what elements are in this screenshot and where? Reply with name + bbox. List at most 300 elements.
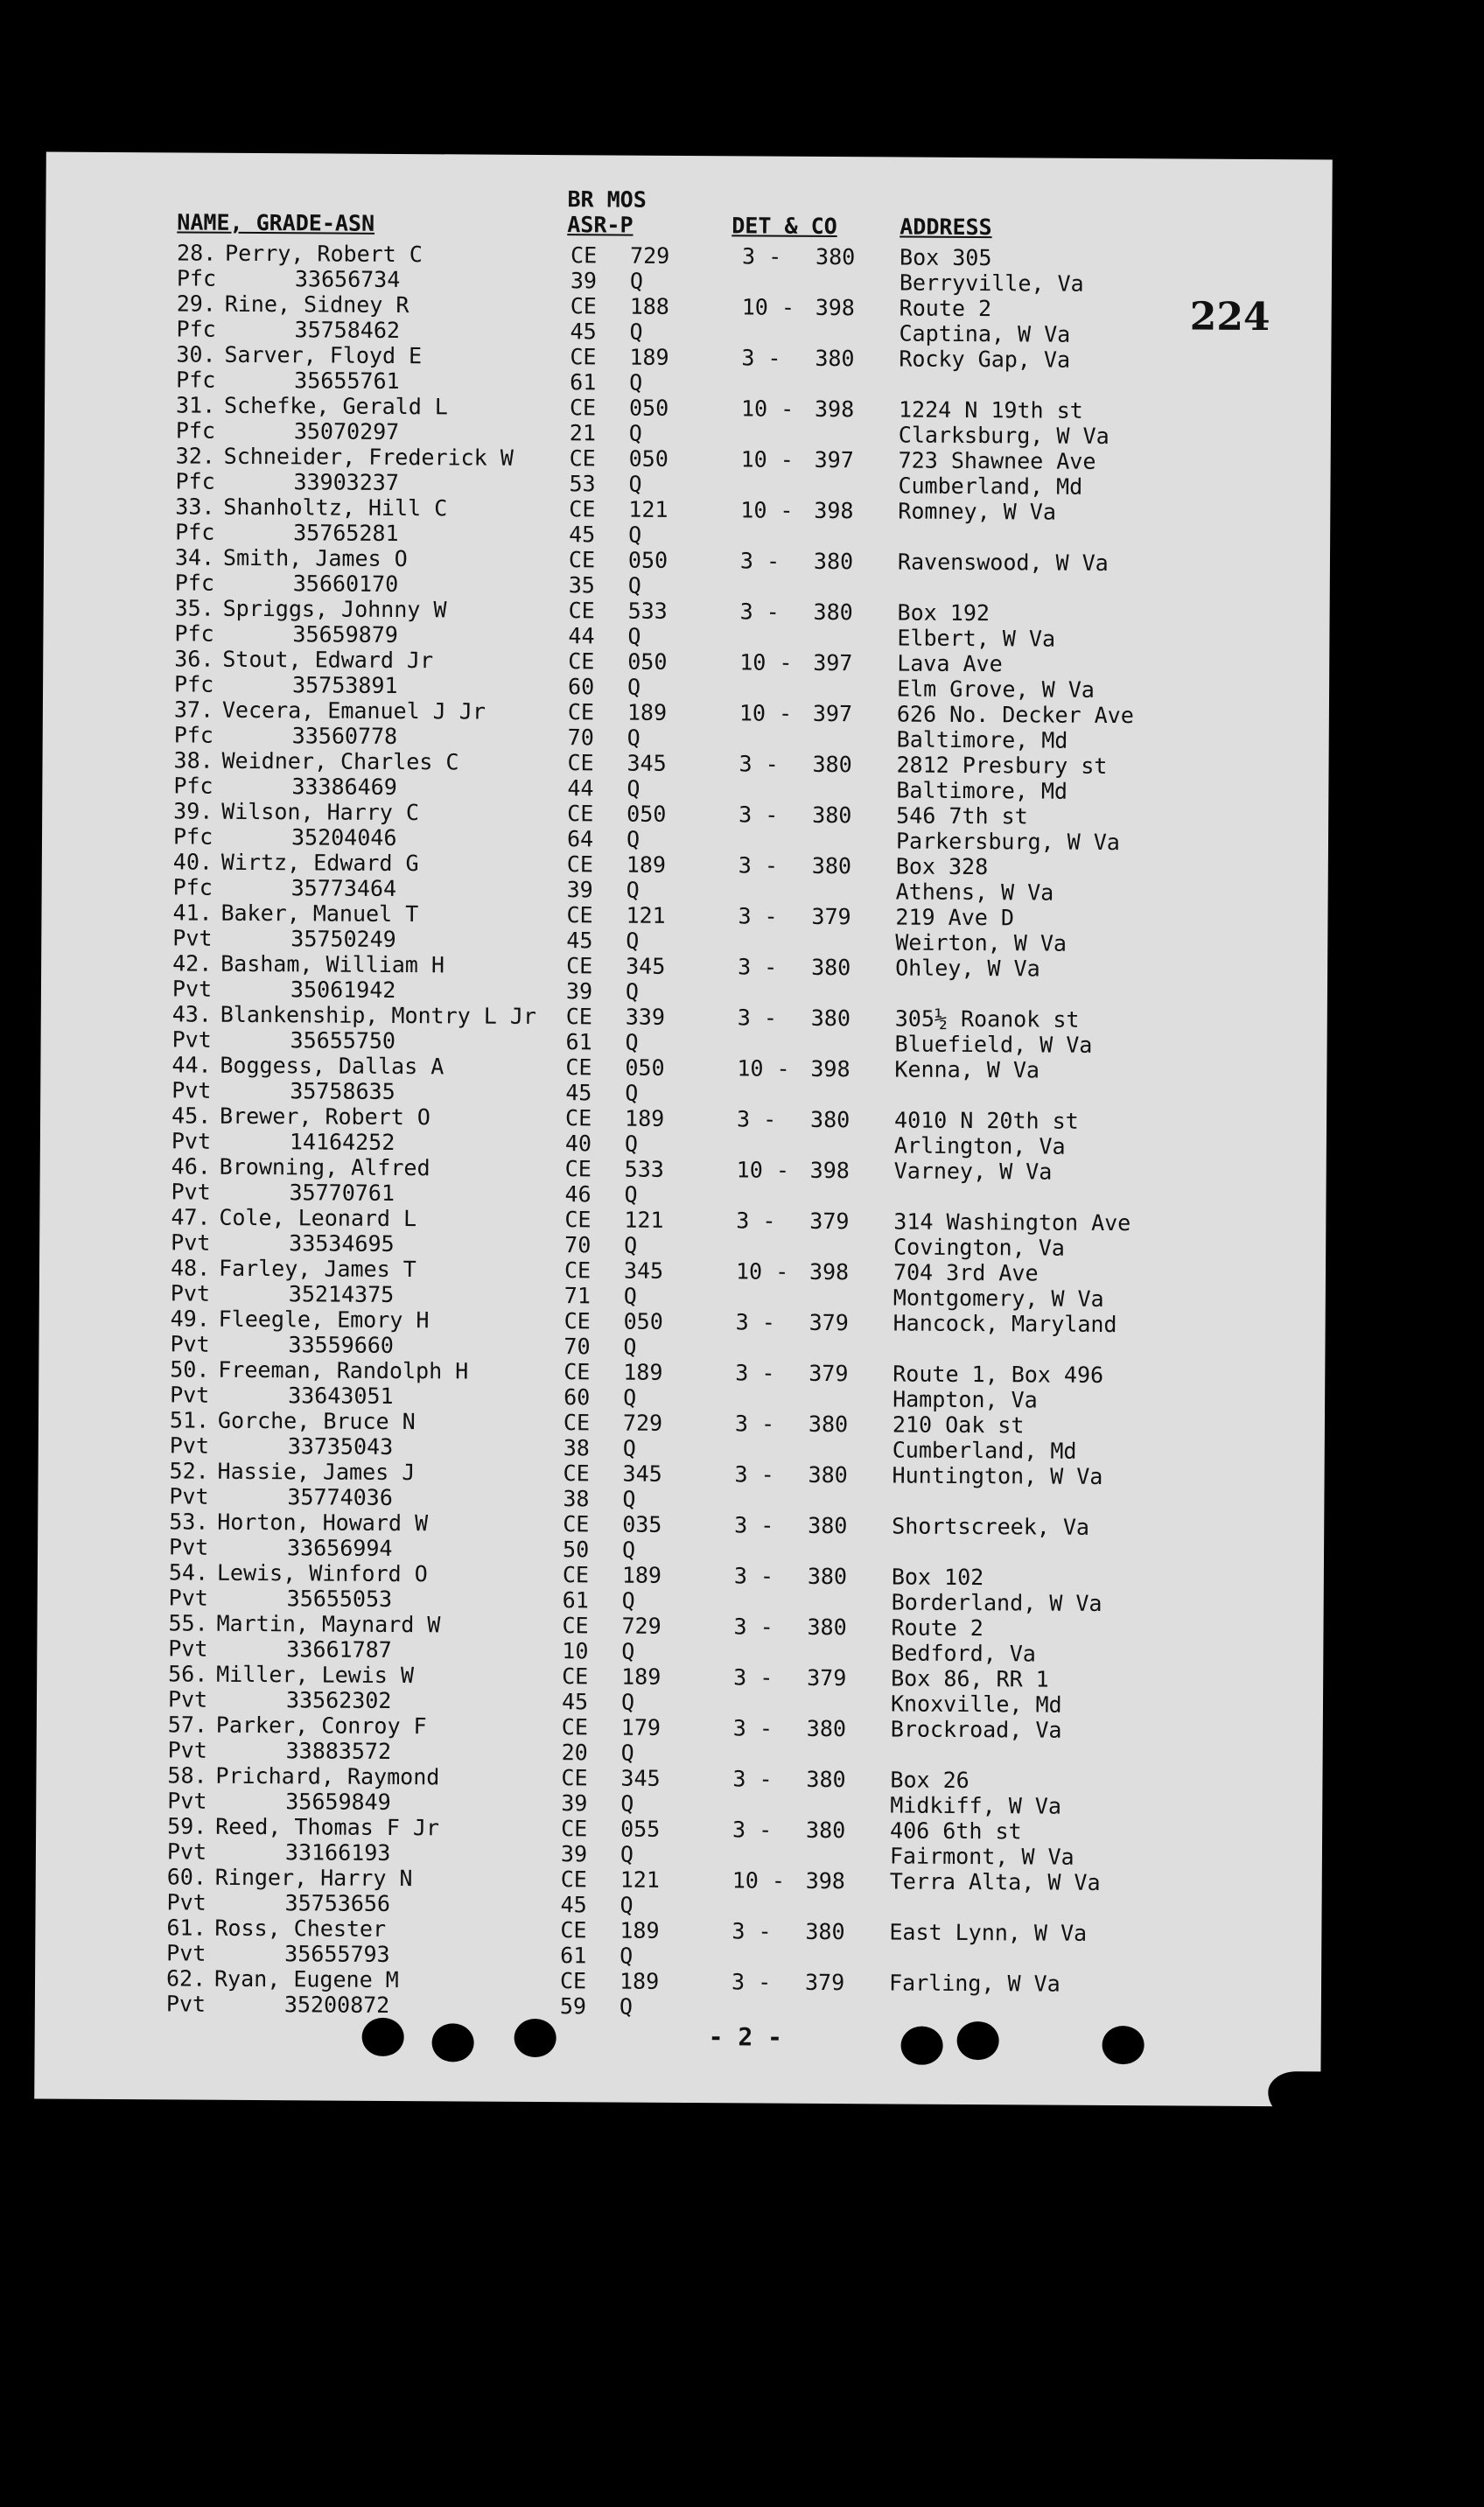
entry-company: 380 (808, 1461, 848, 1488)
entry-grade: Pvt (172, 976, 213, 1002)
entry-address-line1: Route 2 (899, 295, 992, 322)
entry-asn: 35655793 (284, 1941, 390, 1967)
entry-grade: Pvt (169, 1432, 210, 1459)
entry-grade: Pvt (171, 1179, 211, 1205)
entry-asr: 70 (564, 1232, 592, 1258)
entry-address-line1: Route 2 (891, 1614, 984, 1642)
entry-name: Perry, Robert C (225, 240, 423, 268)
entry-asr: 60 (567, 674, 595, 700)
entry-det: 3 - (732, 1817, 773, 1843)
entry-mos: 050 (628, 445, 668, 472)
entry-branch: CE (566, 902, 593, 928)
entry-mos: 035 (622, 1511, 662, 1537)
entry-grade: Pfc (172, 874, 213, 900)
entry-company: 379 (809, 1208, 850, 1235)
entry-address-line1: Lava Ave (897, 650, 1003, 677)
entry-company: 380 (811, 954, 851, 981)
entry-number-name: 59. (167, 1813, 207, 1839)
entry-det: 3 - (738, 852, 779, 879)
entry-mos: 189 (621, 1663, 662, 1690)
entry-company: 380 (806, 1817, 846, 1844)
entry-mos: 189 (626, 851, 667, 878)
roster-sheet (34, 152, 1333, 2107)
entry-asr: 45 (565, 1080, 592, 1106)
entry-p: Q (621, 1537, 636, 1563)
entry-company: 398 (814, 497, 854, 524)
punch-hole (1102, 2026, 1144, 2064)
entry-address-line1: 704 3rd Ave (892, 1259, 1039, 1286)
entry-det: 3 - (736, 1106, 777, 1132)
entry-company: 380 (808, 1411, 849, 1438)
entry-branch: CE (562, 1613, 589, 1639)
entry-det: 3 - (737, 1005, 778, 1031)
entry-asn: 33883572 (285, 1738, 392, 1764)
entry-name: Weidner, Charles C (221, 747, 459, 775)
entry-name: Stout, Edward Jr (222, 646, 434, 674)
entry-p: Q (620, 1841, 634, 1867)
entry-asn: 35758462 (294, 317, 401, 344)
entry-address-line2: Weirton, W Va (895, 929, 1068, 956)
entry-asn: 33166193 (284, 1839, 391, 1866)
entry-address-line1: Terra Alta, W Va (889, 1868, 1101, 1895)
entry-det: 3 - (738, 751, 779, 777)
entry-asr: 70 (567, 725, 594, 751)
entry-grade: Pfc (174, 570, 215, 596)
punch-hole (431, 2023, 473, 2062)
entry-mos: 189 (621, 1562, 662, 1588)
entry-grade: Pvt (168, 1635, 208, 1662)
entry-address-line1: Box 192 (897, 599, 990, 627)
entry-asr: 50 (562, 1537, 590, 1563)
entry-p: Q (620, 1740, 634, 1766)
entry-mos: 189 (620, 1917, 660, 1943)
entry-asn: 35753656 (284, 1890, 391, 1916)
entry-grade: Pfc (173, 722, 214, 748)
torn-corner (1268, 2071, 1338, 2124)
entry-company: 380 (812, 802, 852, 829)
entry-asr: 39 (570, 268, 598, 294)
entry-asn: 33560778 (291, 723, 398, 749)
entry-name: Ringer, Harry N (214, 1864, 413, 1892)
entry-grade: Pvt (168, 1585, 208, 1611)
entry-p: Q (621, 1587, 635, 1614)
entry-det: 3 - (738, 802, 779, 828)
entry-asr: 45 (570, 319, 597, 345)
entry-company: 380 (813, 548, 854, 575)
entry-p: Q (626, 877, 640, 903)
entry-number-name: 53. (169, 1509, 209, 1535)
punch-hole (514, 2019, 556, 2057)
entry-name: Boggess, Dallas A (220, 1052, 444, 1080)
entry-address-line1: Rocky Gap, Va (899, 346, 1071, 373)
entry-grade: Pvt (167, 1788, 207, 1814)
entry-grade: Pfc (176, 367, 216, 393)
punch-hole (900, 2027, 942, 2065)
entry-company: 380 (811, 852, 852, 879)
entry-asr: 38 (563, 1486, 590, 1512)
entry-mos: 121 (624, 1207, 664, 1233)
entry-address-line1: Kenna, W Va (894, 1056, 1040, 1083)
page-footer: - 2 - (708, 2022, 783, 2052)
entry-asn: 33656994 (286, 1535, 393, 1561)
entry-branch: CE (569, 496, 596, 522)
entry-branch: CE (570, 242, 598, 269)
header-asr-p: ASR-P (567, 212, 634, 238)
entry-asr: 21 (569, 420, 597, 446)
entry-asr: 40 (564, 1131, 592, 1157)
entry-number-name: 47. (171, 1204, 211, 1230)
header-det-co: DET & CO (732, 213, 837, 240)
entry-number-name: 42. (172, 950, 213, 977)
entry-number-name: 50. (170, 1356, 210, 1383)
entry-mos: 345 (626, 750, 667, 776)
entry-p: Q (620, 1790, 634, 1817)
entry-mos: 050 (626, 801, 667, 827)
entry-branch: CE (570, 293, 597, 319)
entry-asn: 35061942 (290, 977, 396, 1003)
entry-address-line2: Bedford, Va (891, 1640, 1037, 1667)
entry-branch: CE (568, 598, 595, 624)
entry-mos: 345 (622, 1460, 662, 1487)
entry-asn: 35659849 (285, 1789, 391, 1815)
entry-branch: CE (566, 953, 593, 979)
entry-company: 379 (811, 903, 851, 930)
entry-company: 379 (807, 1664, 847, 1691)
entry-asr: 70 (564, 1334, 591, 1360)
entry-det: 3 - (734, 1461, 774, 1488)
entry-det: 3 - (738, 903, 778, 929)
entry-address-line1: Huntington, W Va (892, 1462, 1103, 1489)
entry-company: 380 (805, 1918, 845, 1945)
entry-address-line1: East Lynn, W Va (889, 1919, 1088, 1946)
entry-asr: 45 (569, 522, 596, 548)
entry-grade: Pfc (175, 468, 215, 494)
entry-asn: 35770761 (289, 1180, 396, 1206)
entry-address-line2: Bluefield, W Va (894, 1031, 1093, 1058)
entry-address-line1: Box 102 (891, 1564, 984, 1591)
entry-mos: 345 (626, 953, 666, 979)
entry-asr: 60 (564, 1384, 591, 1411)
entry-p: Q (619, 1993, 634, 2020)
entry-branch: CE (569, 395, 597, 421)
entry-company: 397 (813, 649, 853, 676)
entry-name: Smith, James O (222, 544, 408, 572)
entry-p: Q (627, 623, 641, 649)
entry-mos: 050 (625, 1054, 665, 1081)
entry-address-line2: Cumberland, Md (898, 473, 1083, 500)
entry-name: Basham, William H (220, 950, 445, 978)
entry-number-name: 54. (168, 1559, 209, 1586)
entry-det: 3 - (739, 548, 780, 574)
entry-det: 3 - (734, 1411, 775, 1437)
entry-asr: 39 (565, 978, 593, 1005)
entry-address-line2: Covington, Va (893, 1234, 1065, 1261)
entry-number-name: 55. (168, 1610, 208, 1636)
entry-address-line1: Romney, W Va (898, 498, 1057, 525)
entry-mos: 050 (627, 547, 668, 573)
entry-number-name: 44. (172, 1052, 212, 1078)
entry-mos: 121 (620, 1866, 661, 1893)
entry-asr: 64 (566, 826, 594, 852)
entry-asn: 33735043 (287, 1433, 394, 1460)
entry-branch: CE (560, 1917, 587, 1943)
entry-det: 3 - (733, 1664, 774, 1691)
entry-branch: CE (570, 344, 597, 370)
entry-company: 398 (810, 1055, 850, 1082)
entry-asr: 39 (561, 1790, 588, 1817)
entry-det: 10 - (735, 1258, 789, 1285)
entry-branch: CE (564, 1156, 592, 1182)
entry-asr: 45 (561, 1689, 589, 1715)
entry-branch: CE (567, 750, 594, 776)
entry-address-line1: 626 No. Decker Ave (896, 701, 1134, 729)
entry-number-name: 41. (172, 900, 213, 926)
entry-asn: 35660170 (292, 571, 399, 597)
entry-p: Q (623, 1283, 637, 1309)
entry-branch: CE (563, 1410, 591, 1436)
entry-det: 3 - (742, 243, 782, 270)
entry-address-line2: Elm Grove, W Va (896, 676, 1095, 703)
entry-address-line2: Captina, W Va (899, 320, 1071, 347)
entry-det: 3 - (732, 1715, 774, 1741)
entry-mos: 339 (625, 1004, 666, 1030)
entry-branch: CE (562, 1663, 589, 1690)
entry-grade: Pfc (174, 671, 214, 697)
entry-number-name: 34. (174, 544, 215, 571)
entry-address-line2: Baltimore, Md (896, 726, 1068, 753)
entry-name: Hassie, James J (217, 1458, 416, 1486)
entry-company: 379 (804, 1969, 845, 1996)
entry-mos: 055 (620, 1816, 661, 1842)
entry-name: Brewer, Robert O (219, 1103, 430, 1131)
entry-company: 398 (809, 1157, 850, 1184)
entry-asn: 35659879 (292, 621, 398, 648)
entry-branch: CE (564, 1257, 592, 1284)
entry-number-name: 32. (175, 443, 215, 469)
header-address: ADDRESS (900, 214, 992, 241)
entry-p: Q (627, 572, 641, 599)
entry-name: Farley, James T (218, 1255, 416, 1283)
entry-p: Q (624, 1181, 638, 1208)
entry-address-line2: Athens, W Va (895, 879, 1054, 906)
entry-company: 380 (813, 599, 853, 626)
entry-det: 10 - (739, 649, 793, 676)
entry-p: Q (622, 1435, 636, 1461)
entry-name: Horton, Howard W (217, 1509, 429, 1537)
entry-asr: 35 (568, 572, 595, 599)
entry-branch: CE (561, 1765, 588, 1791)
entry-address-line1: 2812 Presbury st (896, 752, 1108, 779)
entry-number-name: 30. (176, 341, 216, 368)
entry-det: 10 - (740, 497, 794, 523)
entry-address-line1: 546 7th st (896, 802, 1028, 830)
entry-address-line1: Varney, W Va (893, 1158, 1053, 1185)
entry-det: 3 - (734, 1512, 774, 1538)
entry-asn: 35758635 (290, 1078, 396, 1104)
entry-branch: CE (560, 1866, 587, 1893)
entry-grade: Pfc (174, 620, 214, 647)
entry-branch: CE (565, 1054, 592, 1081)
entry-asr: 20 (561, 1740, 588, 1766)
entry-address-line1: 4010 N 20th st (893, 1107, 1079, 1134)
entry-grade: Pvt (170, 1280, 211, 1306)
entry-mos: 188 (629, 293, 669, 319)
entry-company: 397 (814, 446, 854, 473)
entry-det: 3 - (738, 954, 778, 980)
entry-address-line1: 210 Oak st (892, 1411, 1025, 1439)
entry-address-line1: Route 1, Box 496 (892, 1361, 1104, 1388)
entry-branch: CE (569, 445, 596, 472)
entry-branch: CE (559, 1968, 587, 1994)
entry-grade: Pvt (172, 1077, 212, 1103)
entry-branch: CE (566, 851, 594, 878)
entry-branch: CE (561, 1816, 588, 1842)
entry-number-name: 37. (173, 697, 214, 723)
entry-asn: 35655053 (286, 1586, 393, 1612)
entry-branch: CE (561, 1714, 589, 1740)
entry-asn: 35773464 (290, 875, 397, 901)
entry-number-name: 33. (175, 494, 215, 520)
entry-address-line2: Baltimore, Md (896, 777, 1068, 804)
entry-asn: 35214375 (288, 1281, 395, 1307)
entry-p: Q (629, 319, 643, 345)
entry-name: Gorche, Bruce N (217, 1407, 416, 1435)
entry-address-line2: Fairmont, W Va (889, 1843, 1074, 1870)
entry-asr: 45 (560, 1892, 587, 1918)
entry-company: 398 (815, 294, 855, 321)
entry-branch: CE (568, 648, 595, 675)
entry-p: Q (623, 1334, 637, 1360)
entry-number-name: 31. (175, 392, 216, 418)
entry-mos: 345 (620, 1765, 661, 1791)
entry-det: 3 - (732, 1918, 772, 1944)
entry-grade: Pfc (176, 265, 217, 291)
entry-p: Q (626, 928, 640, 954)
entry-address-line2: Borderland, W Va (891, 1589, 1102, 1616)
entry-name: Spriggs, Johnny W (222, 595, 447, 623)
entry-number-name: 61. (166, 1915, 206, 1941)
entry-det: 3 - (733, 1614, 774, 1640)
entry-address-line1: 314 Washington Ave (893, 1208, 1131, 1236)
entry-address-line1: 723 Shawnee Ave (898, 447, 1096, 474)
entry-p: Q (623, 1384, 637, 1411)
entry-address-line2: Midkiff, W Va (890, 1792, 1062, 1819)
entry-asn: 35753891 (292, 672, 398, 698)
entry-det: 3 - (733, 1563, 774, 1589)
entry-det: 10 - (741, 294, 795, 320)
entry-name: Wilson, Harry C (221, 798, 420, 826)
entry-branch: CE (568, 547, 596, 573)
entry-p: Q (626, 775, 640, 802)
entry-name: Parker, Conroy F (215, 1712, 427, 1740)
entry-p: Q (629, 369, 643, 396)
entry-branch: CE (563, 1460, 590, 1487)
entry-name: Reed, Thomas F Jr (215, 1813, 440, 1841)
entry-det: 3 - (739, 599, 780, 625)
entry-address-line2: Berryville, Va (899, 270, 1084, 297)
entry-p: Q (628, 522, 642, 548)
entry-grade: Pfc (175, 519, 215, 545)
entry-name: Fleegle, Emory H (218, 1306, 430, 1334)
entry-number-name: 35. (174, 595, 214, 621)
entry-asn: 33386469 (291, 774, 397, 800)
entry-grade: Pvt (172, 925, 213, 951)
entry-name: Wirtz, Edward G (220, 849, 419, 877)
entry-mos: 189 (626, 699, 668, 725)
entry-asn: 33559660 (288, 1332, 394, 1358)
entry-name: Martin, Maynard W (216, 1610, 441, 1638)
entry-number-name: 58. (167, 1762, 207, 1789)
entry-p: Q (628, 420, 643, 446)
entry-company: 379 (808, 1309, 849, 1336)
entry-branch: CE (565, 1004, 592, 1030)
entry-address-line2: Knoxville, Md (890, 1691, 1062, 1718)
entry-mos: 050 (628, 395, 669, 421)
entry-asn: 35765281 (293, 520, 399, 546)
entry-number-name: 56. (168, 1661, 208, 1687)
entry-address-line1: Box 26 (890, 1767, 970, 1794)
entry-name: Vecera, Emanuel J Jr (221, 697, 486, 725)
entry-address-line1: 305½ Roanok st (894, 1005, 1080, 1033)
entry-address-line1: Hancock, Maryland (892, 1310, 1117, 1338)
header-name-grade-asn: NAME, GRADE-ASN (177, 209, 375, 236)
entry-name: Ryan, Eugene M (214, 1965, 399, 1993)
entry-branch: CE (567, 801, 594, 827)
entry-company: 380 (815, 345, 855, 372)
entry-grade: Pvt (167, 1737, 207, 1763)
entry-grade: Pfc (173, 773, 214, 799)
entry-asn: 35204046 (290, 824, 397, 851)
entry-number-name: 60. (166, 1864, 207, 1890)
entry-company: 380 (808, 1512, 848, 1539)
entry-address-line1: Farling, W Va (888, 1970, 1060, 1997)
entry-grade: Pvt (166, 1838, 207, 1865)
entry-address-line2: Montgomery, W Va (892, 1285, 1104, 1312)
entry-p: Q (626, 674, 641, 700)
entry-number-name: 45. (171, 1103, 212, 1129)
entry-p: Q (625, 1080, 639, 1106)
entry-mos: 189 (619, 1968, 660, 1994)
entry-asr: 44 (567, 775, 594, 802)
entry-address-line2: Clarksburg, W Va (898, 422, 1110, 449)
entry-branch: CE (563, 1511, 590, 1537)
entry-address-line2: Arlington, Va (893, 1132, 1066, 1159)
entry-company: 380 (807, 1614, 847, 1641)
entry-company: 380 (809, 1106, 850, 1133)
entry-grade: Pvt (171, 1128, 212, 1154)
entry-grade: Pvt (169, 1483, 209, 1509)
entry-name: Shanholtz, Hill C (223, 494, 448, 522)
entry-asn: 35774036 (287, 1484, 393, 1510)
entry-address-line1: 406 6th st (890, 1817, 1022, 1845)
entry-p: Q (620, 1892, 634, 1918)
entry-address-line2: Cumberland, Md (892, 1437, 1077, 1464)
entry-company: 380 (807, 1563, 848, 1590)
entry-det: 10 - (738, 700, 793, 726)
entry-det: 10 - (737, 1055, 790, 1082)
entry-p: Q (625, 978, 640, 1005)
entry-number-name: 48. (170, 1255, 211, 1281)
entry-asn: 35655750 (290, 1027, 396, 1054)
entry-number-name: 36. (174, 646, 214, 672)
entry-company: 379 (808, 1360, 849, 1387)
entry-asn: 35655761 (294, 368, 400, 395)
entry-asr: 61 (570, 369, 597, 396)
entry-mos: 729 (621, 1613, 662, 1639)
entry-company: 380 (810, 1005, 851, 1032)
entry-company: 380 (812, 751, 852, 778)
entry-mos: 189 (624, 1105, 665, 1131)
